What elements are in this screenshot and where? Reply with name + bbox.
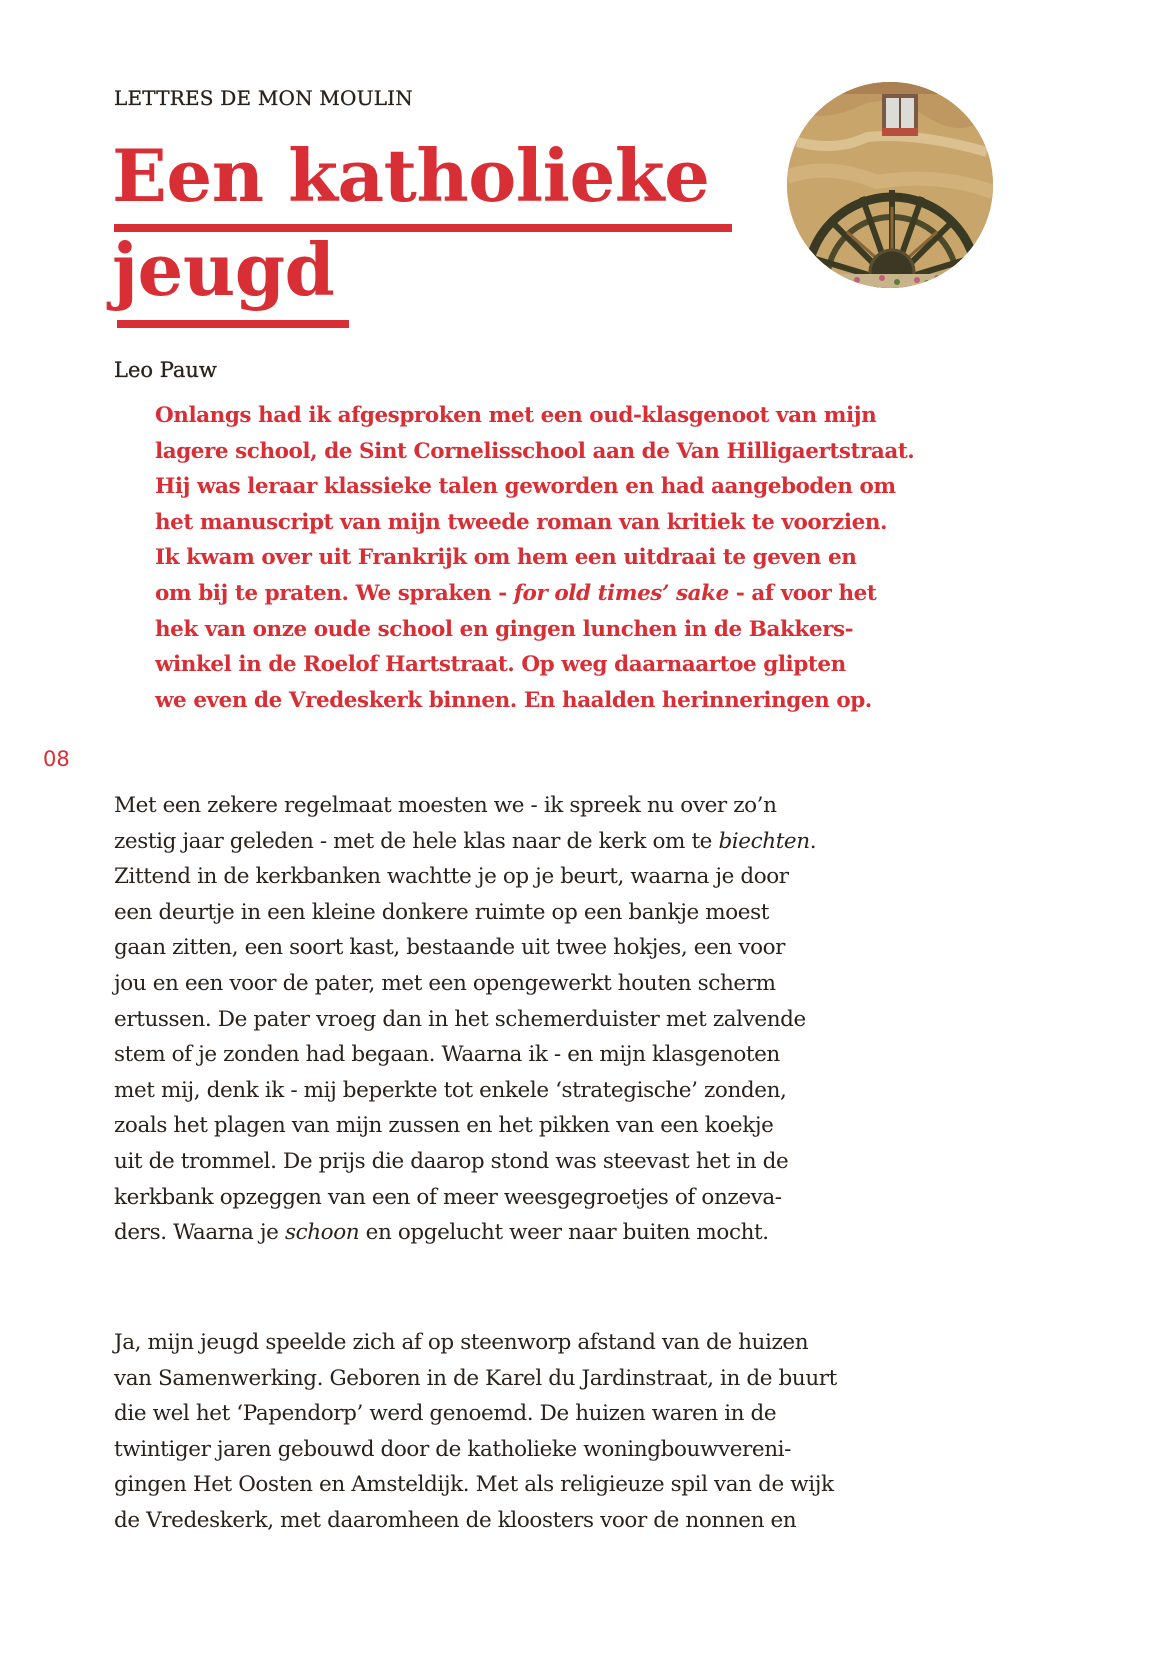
text-line: twintiger jaren gebouwd door de katholieke woningbouwvereni-: [114, 1436, 792, 1462]
text-line: de Vredeskerk, met daaromheen de kloosters voor de nonnen en: [114, 1507, 797, 1533]
text-line: kerkbank opzeggen van een of meer weesgegroetjes of onzeva-: [114, 1184, 782, 1210]
text-line: Met een zekere regelmaat moesten we - ik spreek nu over zo’n: [114, 793, 777, 818]
text-line: jou en een voor de pater, met een opengewerkt houten scherm: [114, 970, 776, 996]
intro-paragraph: [155, 398, 995, 718]
text-line: lagere school, de Sint Cornelisschool aan de Van Hilligaertstraat.: [155, 438, 915, 464]
body-paragraph-1: [114, 788, 974, 1251]
water-mill-photo: [787, 82, 993, 288]
text-line: Ik kwam over uit Frankrijk om hem een uitdraai te geven en: [155, 545, 857, 571]
text-line: gingen Het Oosten en Amsteldijk. Met als religieuze spil van de wijk: [114, 1472, 834, 1498]
text-line: we even de Vredeskerk binnen. En haalden herinneringen op.: [155, 687, 872, 713]
article-title-line-2: jeugd: [112, 227, 335, 312]
text-line: Hij was leraar klassieke talen geworden en had aangeboden om: [155, 474, 896, 500]
text-line: van Samenwerking. Geboren in de Karel du Jardinstraat, in de buurt: [114, 1365, 837, 1391]
text-span: om bij te praten. We spraken -: [155, 580, 514, 606]
text-line: Ja, mijn jeugd speelde zich af op steenworp afstand van de huizen: [114, 1330, 809, 1355]
text-span: en opgelucht weer naar buiten mocht.: [359, 1220, 769, 1246]
italic-emphasis: biechten: [718, 828, 810, 854]
text-line: [114, 824, 974, 860]
text-line: hek van onze oude school en gingen lunchen in de Bakkers-: [155, 616, 854, 642]
text-line: gaan zitten, een soort kast, bestaande uit twee hokjes, een voor: [114, 935, 786, 961]
text-line: die wel het ‘Papendorp’ werd genoemd. De huizen waren in de: [114, 1401, 777, 1427]
section-label: LETTRES DE MON MOULIN: [114, 86, 413, 110]
text-line: zoals het plagen van mijn zussen en het pikken van een koekje: [114, 1113, 774, 1139]
italic-emphasis: schoon: [284, 1220, 360, 1246]
article-title-line-1: Een katholieke: [112, 133, 710, 218]
author-name: Leo Pauw: [114, 358, 217, 382]
text-line: het manuscript van mijn tweede roman van kritiek te voorzien.: [155, 509, 888, 535]
text-line: Zittend in de kerkbanken wachtte je op je beurt, waarna je door: [114, 864, 789, 890]
text-line: [114, 1215, 974, 1251]
text-line: uit de trommel. De prijs die daarop stond was steevast het in de: [114, 1148, 789, 1174]
text-span: zestig jaar geleden - met de hele klas naar de kerk om te: [114, 828, 719, 854]
title-underline-2: [117, 320, 349, 328]
text-line: winkel in de Roelof Hartstraat. Op weg daarnaartoe glipten: [155, 652, 846, 678]
text-line: een deurtje in een kleine donkere ruimte op een bankje moest: [114, 899, 770, 925]
text-line: ertussen. De pater vroeg dan in het schemerduister met zalvende: [114, 1006, 806, 1032]
text-span: ders. Waarna je: [114, 1220, 285, 1246]
text-line: [155, 576, 995, 612]
body-paragraph-2: [114, 1325, 974, 1539]
page-number: 08: [43, 747, 70, 771]
text-span: - af voor het: [728, 580, 877, 606]
text-line: stem of je zonden had begaan. Waarna ik - en mijn klasgenoten: [114, 1042, 780, 1068]
water-mill-wheel-illustration: [787, 82, 993, 288]
text-line: Onlangs had ik afgesproken met een oud-klasgenoot van mijn: [155, 403, 877, 428]
text-line: met mij, denk ik - mij beperkte tot enkele ‘strategische’ zonden,: [114, 1077, 787, 1103]
italic-emphasis: for old times’ sake: [513, 580, 729, 606]
text-span: .: [809, 828, 817, 854]
